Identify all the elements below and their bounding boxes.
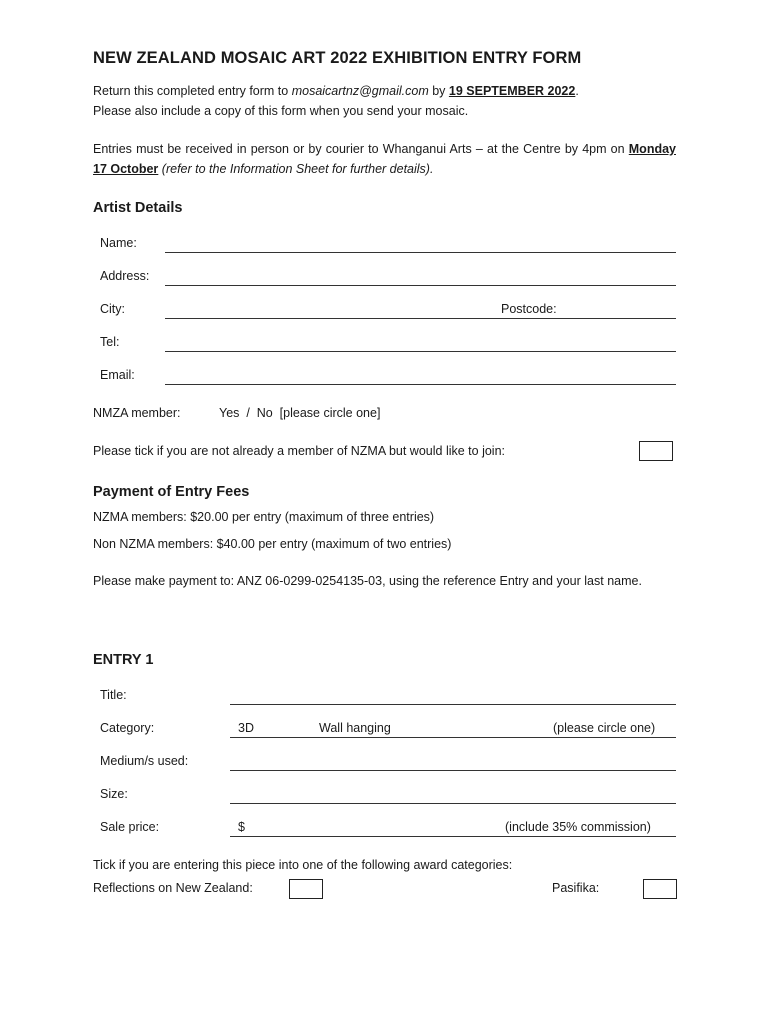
join-checkbox[interactable]: [639, 441, 673, 461]
city-label: City:: [100, 302, 125, 316]
size-label: Size:: [100, 787, 128, 801]
category-label: Category:: [100, 721, 155, 735]
sale-price-currency: $: [238, 820, 245, 834]
postcode-field[interactable]: [495, 318, 676, 319]
nonmember-fee-text: Non NZMA members: $40.00 per entry (maximum of two entries): [93, 537, 452, 551]
category-option-wall-hanging[interactable]: Wall hanging: [319, 721, 391, 735]
address-label: Address:: [100, 269, 150, 283]
sale-price-note: (include 35% commission): [505, 820, 651, 834]
award-reflections-checkbox[interactable]: [289, 879, 323, 899]
address-field[interactable]: [165, 285, 676, 286]
category-option-3d[interactable]: 3D: [238, 721, 254, 735]
award-reflections-label: Reflections on New Zealand:: [93, 881, 253, 895]
delivery-paragraph: [93, 139, 676, 179]
intro-copy-note: Please also include a copy of this form when you send your mosaic.: [93, 104, 469, 118]
award-intro-text: Tick if you are entering this piece into one of the following award categories:: [93, 858, 513, 872]
delivery-note: (refer to the Information Sheet for further details).: [158, 162, 434, 176]
award-pasifika-checkbox[interactable]: [643, 879, 677, 899]
artist-details-heading: Artist Details: [93, 200, 183, 216]
payment-instructions: Please make payment to: ANZ 06-0299-0254135-03, using the reference Entry and your last name.: [93, 574, 642, 588]
form-title: NEW ZEALAND MOSAIC ART 2022 EXHIBITION ENTRY FORM: [93, 49, 582, 67]
email-label: Email:: [100, 368, 135, 382]
category-note: (please circle one): [553, 721, 656, 735]
join-text: Please tick if you are not already a member of NZMA but would like to join:: [93, 444, 505, 458]
intro-period: .: [575, 84, 579, 98]
city-field[interactable]: [165, 318, 495, 319]
name-field[interactable]: [165, 252, 676, 253]
entry1-heading: ENTRY 1: [93, 652, 154, 668]
medium-field[interactable]: [230, 770, 676, 771]
tel-label: Tel:: [100, 335, 120, 349]
tel-field[interactable]: [165, 351, 676, 352]
email-field[interactable]: [165, 384, 676, 385]
name-label: Name:: [100, 236, 137, 250]
size-field[interactable]: [230, 803, 676, 804]
member-fee-text: NZMA members: $20.00 per entry (maximum of three entries): [93, 510, 435, 524]
intro-return-text: Return this completed entry form to: [93, 84, 292, 98]
entry-title-field[interactable]: [230, 704, 676, 705]
category-field-line: [230, 737, 676, 738]
intro-by-text: by: [428, 84, 449, 98]
postcode-label: Postcode:: [501, 302, 557, 316]
delivery-text: Entries must be received in person or by courier to Whanganui Arts – at the Centre by 4pm on: [93, 142, 629, 156]
payment-heading: Payment of Entry Fees: [93, 484, 250, 500]
intro-deadline: 19 SEPTEMBER 2022: [448, 84, 576, 98]
intro-email: mosaicartnz@gmail.com: [291, 84, 429, 98]
intro-paragraph: [93, 81, 676, 121]
member-label: NMZA member:: [93, 406, 181, 420]
entry-title-label: Title:: [100, 688, 127, 702]
award-pasifika-label: Pasifika:: [552, 881, 600, 895]
delivery-date: Monday 17 October: [93, 142, 676, 176]
sale-price-field[interactable]: [230, 836, 676, 837]
member-options[interactable]: Yes / No [please circle one]: [219, 406, 381, 420]
medium-label: Medium/s used:: [100, 754, 189, 768]
sale-price-label: Sale price:: [100, 820, 160, 834]
